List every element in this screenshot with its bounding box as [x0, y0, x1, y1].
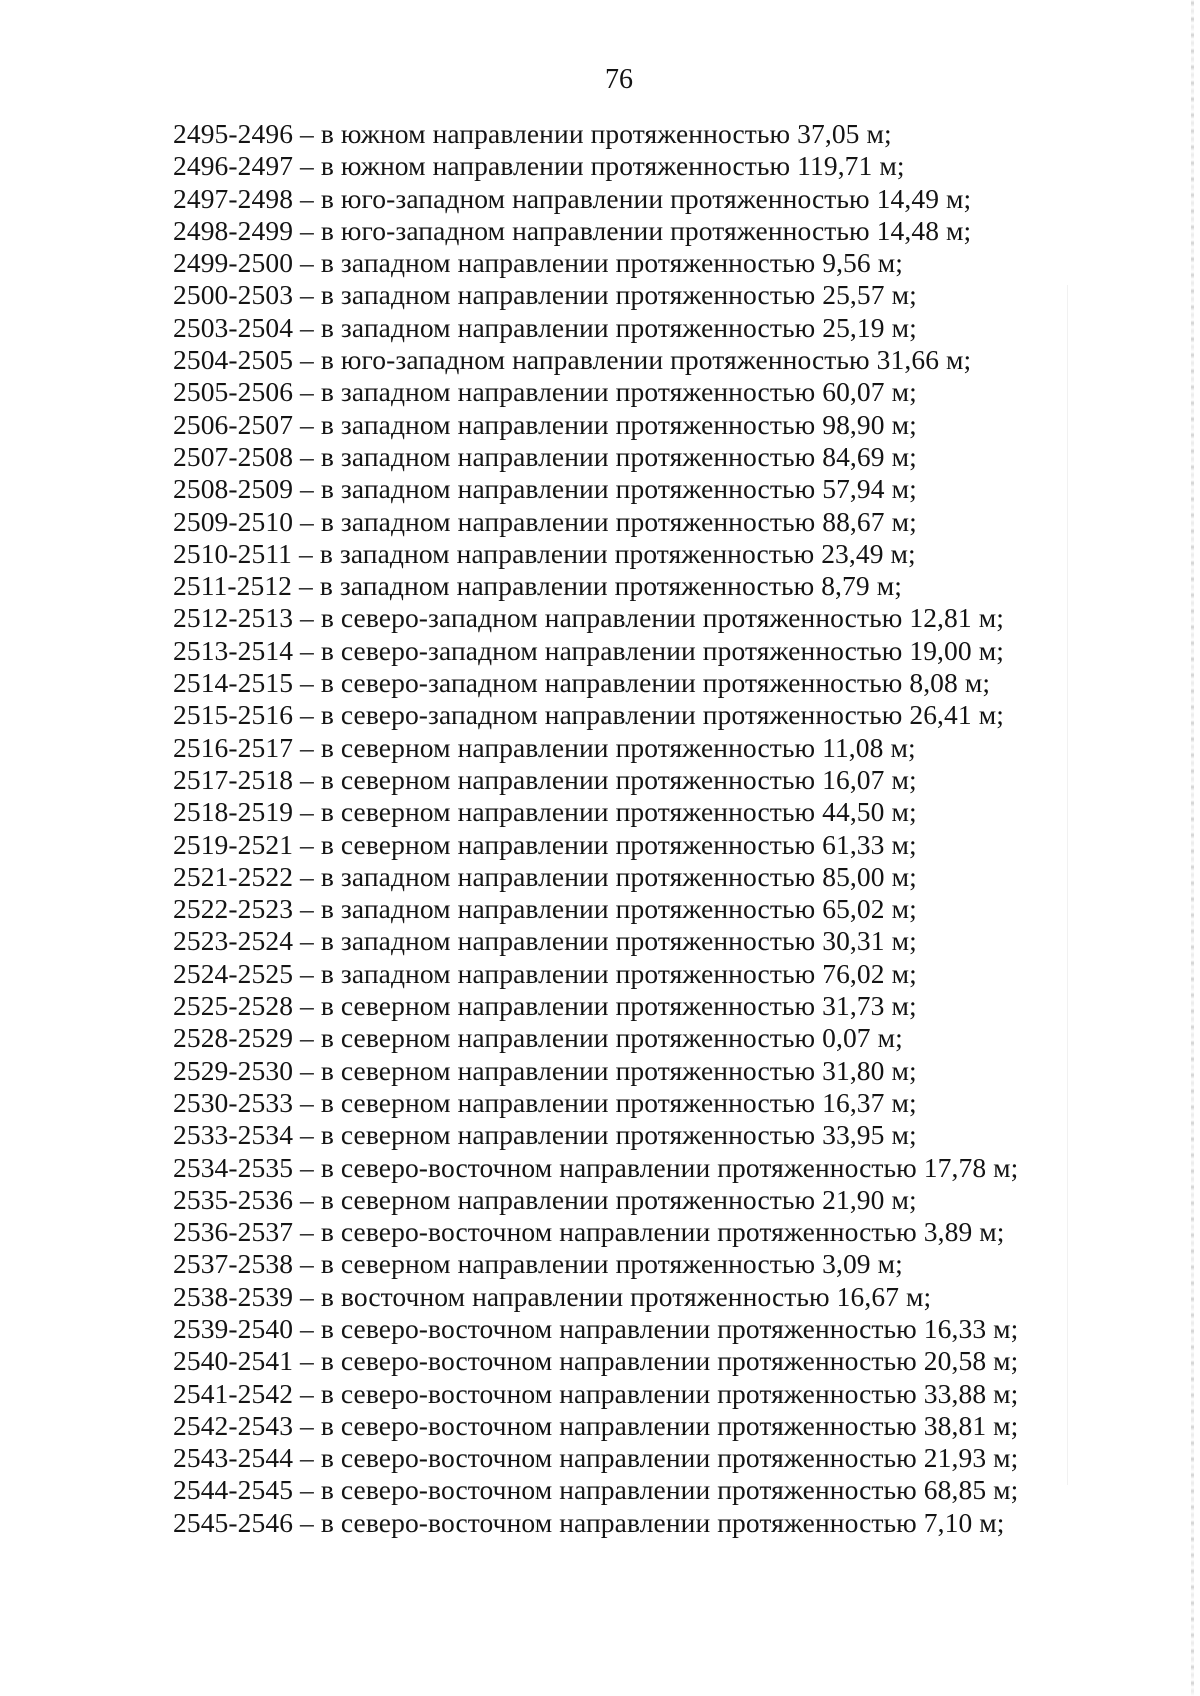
boundary-segment-line: 2498-2499 – в юго-западном направлении протяженностью 14,48 м; — [173, 214, 972, 246]
boundary-segment-line: 2536-2537 – в северо-восточном направлении протяженностью 3,89 м; — [173, 1216, 1005, 1248]
boundary-segment-line: 2519-2521 – в северном направлении протяженностью 61,33 м; — [173, 828, 917, 860]
boundary-segment-line: 2545-2546 – в северо-восточном направлении протяженностью 7,10 м; — [173, 1506, 1005, 1538]
boundary-segment-line: 2525-2528 – в северном направлении протяженностью 31,73 м; — [173, 990, 917, 1022]
boundary-segment-line: 2533-2534 – в северном направлении протяженностью 33,95 м; — [173, 1119, 917, 1151]
boundary-segment-line: 2505-2506 – в западном направлении протяженностью 60,07 м; — [173, 376, 917, 408]
boundary-segment-line: 2517-2518 – в северном направлении протяженностью 16,07 м; — [173, 763, 917, 795]
boundary-segment-line: 2500-2503 – в западном направлении протяженностью 25,57 м; — [173, 279, 917, 311]
boundary-segment-line: 2544-2545 – в северо-восточном направлении протяженностью 68,85 м; — [173, 1474, 1019, 1506]
boundary-segment-line: 2496-2497 – в южном направлении протяженностью 119,71 м; — [173, 150, 905, 182]
boundary-segment-list — [173, 118, 1073, 1539]
boundary-segment-line: 2516-2517 – в северном направлении протяженностью 11,08 м; — [173, 731, 916, 763]
boundary-segment-line: 2518-2519 – в северном направлении протяженностью 44,50 м; — [173, 796, 917, 828]
boundary-segment-line: 2510-2511 – в западном направлении протяженностью 23,49 м; — [173, 537, 916, 569]
boundary-segment-line: 2514-2515 – в северо-западном направлении протяженностью 8,08 м; — [173, 667, 991, 699]
scan-fold-artifact — [1067, 285, 1068, 1485]
boundary-segment-line: 2543-2544 – в северо-восточном направлении протяженностью 21,93 м; — [173, 1442, 1019, 1474]
boundary-segment-line: 2512-2513 – в северо-западном направлении протяженностью 12,81 м; — [173, 602, 1004, 634]
boundary-segment-line: 2503-2504 – в западном направлении протяженностью 25,19 м; — [173, 311, 917, 343]
boundary-segment-line: 2523-2524 – в западном направлении протяженностью 30,31 м; — [173, 925, 917, 957]
boundary-segment-line: 2497-2498 – в юго-западном направлении протяженностью 14,49 м; — [173, 182, 972, 214]
boundary-segment-line: 2535-2536 – в северном направлении протяженностью 21,90 м; — [173, 1183, 917, 1215]
boundary-segment-line: 2521-2522 – в западном направлении протяженностью 85,00 м; — [173, 860, 917, 892]
boundary-segment-line: 2507-2508 – в западном направлении протяженностью 84,69 м; — [173, 440, 917, 472]
boundary-segment-line: 2506-2507 – в западном направлении протяженностью 98,90 м; — [173, 408, 917, 440]
boundary-segment-line: 2530-2533 – в северном направлении протяженностью 16,37 м; — [173, 1086, 917, 1118]
boundary-segment-line: 2528-2529 – в северном направлении протяженностью 0,07 м; — [173, 1022, 903, 1054]
boundary-segment-line: 2504-2505 – в юго-западном направлении протяженностью 31,66 м; — [173, 344, 972, 376]
boundary-segment-line: 2509-2510 – в западном направлении протяженностью 88,67 м; — [173, 505, 917, 537]
boundary-segment-line: 2541-2542 – в северо-восточном направлении протяженностью 33,88 м; — [173, 1377, 1019, 1409]
boundary-segment-line: 2540-2541 – в северо-восточном направлении протяженностью 20,58 м; — [173, 1345, 1019, 1377]
scan-edge-artifact — [1191, 0, 1194, 1696]
boundary-segment-line: 2511-2512 – в западном направлении протяженностью 8,79 м; — [173, 570, 902, 602]
boundary-segment-line: 2539-2540 – в северо-восточном направлении протяженностью 16,33 м; — [173, 1312, 1019, 1344]
page-number: 76 — [605, 64, 633, 95]
boundary-segment-line: 2513-2514 – в северо-западном направлении протяженностью 19,00 м; — [173, 634, 1004, 666]
boundary-segment-line: 2538-2539 – в восточном направлении протяженностью 16,67 м; — [173, 1280, 932, 1312]
boundary-segment-line: 2508-2509 – в западном направлении протяженностью 57,94 м; — [173, 473, 917, 505]
boundary-segment-line: 2537-2538 – в северном направлении протяженностью 3,09 м; — [173, 1248, 903, 1280]
boundary-segment-line: 2515-2516 – в северо-западном направлении протяженностью 26,41 м; — [173, 699, 1004, 731]
boundary-segment-line: 2499-2500 – в западном направлении протяженностью 9,56 м; — [173, 247, 903, 279]
boundary-segment-line: 2534-2535 – в северо-восточном направлении протяженностью 17,78 м; — [173, 1151, 1019, 1183]
boundary-segment-line: 2495-2496 – в южном направлении протяженностью 37,05 м; — [173, 118, 892, 149]
boundary-segment-line: 2522-2523 – в западном направлении протяженностью 65,02 м; — [173, 893, 917, 925]
boundary-segment-line: 2529-2530 – в северном направлении протяженностью 31,80 м; — [173, 1054, 917, 1086]
boundary-segment-line: 2524-2525 – в западном направлении протяженностью 76,02 м; — [173, 957, 917, 989]
boundary-segment-line: 2542-2543 – в северо-восточном направлении протяженностью 38,81 м; — [173, 1409, 1019, 1441]
